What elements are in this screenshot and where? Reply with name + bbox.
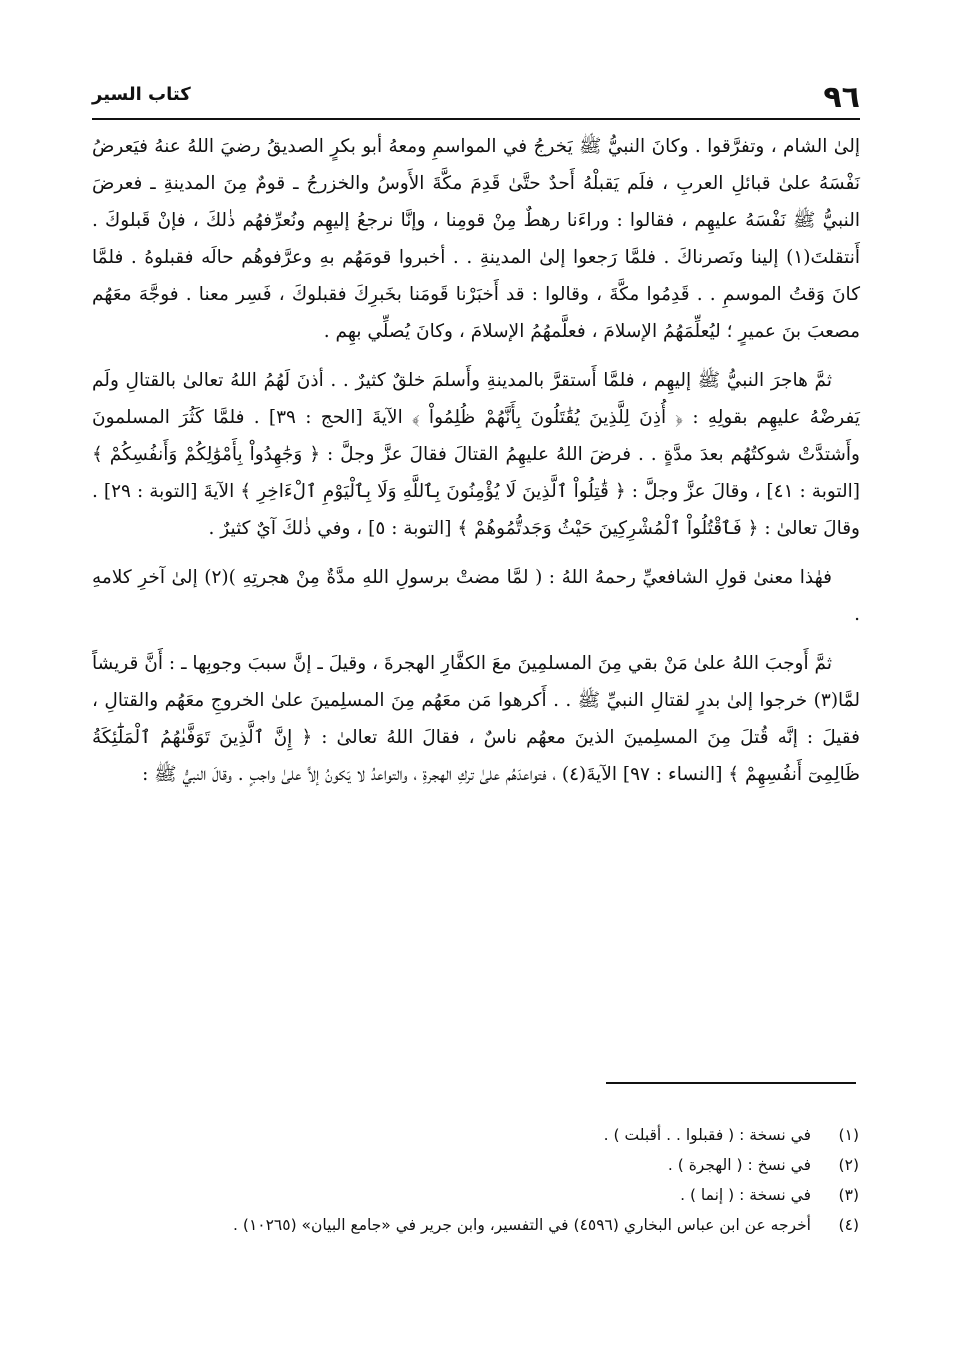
page-number: ٩٦ <box>823 80 860 115</box>
footnote-number: (١) <box>838 1126 859 1144</box>
footnote-text: أخرجه عن ابن عباس البخاري (٤٥٩٦) في التفسير، وابن جرير في «جامع البيان» (١٠٢٦٥) . <box>233 1216 811 1234</box>
footnote-number: (٢) <box>838 1156 859 1174</box>
footnote-separator <box>606 1082 856 1084</box>
page-header <box>92 78 860 120</box>
main-text <box>92 128 860 805</box>
footnote-item <box>99 1210 859 1240</box>
paragraph: ثمَّ هاجرَ النبيُّ ﷺ إليهِم ، فلمَّا أَستقرَّ بالمدينةِ وأَسلمَ خلقٌ كثيرٌ . . أذنَ لَهُمُ اللهُ تعالىٰ بالقتالِ ولَم يَفرضْهُ عليهِم بقولِهِ : ﴿ أُذِنَ لِلَّذِينَ يُقَٰتَلُونَ بِأَنَّهُمْ ظُلِمُواْ ﴾ الآيةَ [الحج : ٣٩] . فلمَّا كَثُرَ المسلمونَ وأَشتدَّتْ شوكتُهُم بعدَ مدَّةٍ . . فرضَ اللهُ عليهِمُ القتالَ فقالَ عزَّ وجلَّ : ﴿ وَجَٰهِدُواْ بِأَمْوَٰلِكُمْ وَأَنفُسِكُمْ ﴾ [التوبة : ٤١] ، وقالَ عزَّ وجلَّ : ﴿ قَٰتِلُواْ ٱلَّذِينَ لَا يُؤْمِنُونَ بِٱللَّهِ وَلَا بِٱلْيَوْمِ ٱلْءَاخِرِ ﴾ الآيةَ [التوبة : ٢٩] . وقالَ تعالىٰ : ﴿ فَٱقْتُلُواْ ٱلْمُشْرِكِينَ حَيْثُ وَجَدتُّمُوهُمْ ﴾ [التوبة : ٥] ، وفي ذٰلكَ آيٌ كثيرٌ . <box>92 370 860 539</box>
paragraph: ثمَّ أَوجبَ اللهُ علىٰ مَنْ بقي مِنَ المسلمِينَ معَ الكفَّارِ الهجرةَ ، وقيلَ ـ إنَّ سببَ وجوبِها ـ : أَنَّ قريشاً لمَّا(٣) خرجوا إلىٰ بدرٍ لقتالِ النبيِّ ﷺ . . أَكرهوا مَن معَهُم مِنَ المسلِمينَ علىٰ الخروجِ معَهُم والقتالِ ، فقيلَ : إنَّه قُتلَ مِنَ المسلِمينَ الذينَ معهُم ناسٌ ، فقالَ اللهُ تعالىٰ : ﴿ إِنَّ ٱلَّذِينَ تَوَفَّىٰهُمُ ٱلْمَلَٰٓئِكَةُ ظَالِمِىٓ أَنفُسِهِمْ ﴾ [النساء : ٩٧] الآيةَ(٤) ، فتواعدَهُم علىٰ تركِ الهجرةِ ، والتواعدُ لا يَكونُ إلاَّ علىٰ واجبٍ . وقالَ النبيُّ ﷺ : <box>92 653 860 785</box>
book-title: كتاب السير <box>92 84 191 105</box>
paragraph: فهٰذا معنىٰ قولِ الشافعيِّ رحمهُ اللهُ : ( لمَّا مضتْ برسولِ اللهِ مدَّةٌ مِنْ هجرتِهِ )(٢) إلىٰ آخرِ كلامهِ . <box>92 567 860 625</box>
paragraph: إلىٰ الشام ، وتفرَّقوا . وكانَ النبيُّ ﷺ يَخرجُ في المواسمِ ومعهُ أبو بكرٍ الصديقُ رضيَ اللهُ عنهُ فيَعرضُ نَفْسَهُ علىٰ قبائلِ العربِ ، فلَم يَقبلْهُ أَحدٌ حتَّىٰ قَدِمَ مكَّةَ الأَوسُ والخزرجُ ـ قومٌ مِنَ المدينةِ ـ فعرضَ النبيُّ ﷺ نَفْسَهُ عليهِم ، فقالوا : وراءَنا رهطٌ مِنْ قومِنا ، وإنَّا نرجعُ إليهِم ونُعرِّفهُم ذٰلكَ ، فإنْ قَبلوكَ . أَنتقلتَ(١) إلينا ونَصرناكَ . فلمَّا رَجعوا إلىٰ المدينةِ . . أخبروا قومَهُم بهِ وعرَّفوهُم حالَه فقبلوهُ . فلمَّا كانَ وَقتُ الموسمِ . . قَدِمُوا مكَّةَ ، وقالوا : قد أَخبَرْنا قَومَنا بخَبرِكَ فقبلوكَ ، فَسِر معنا . فوجَّهَ معَهُم مصعبَ بنَ عميرٍ ؛ ليُعلِّمَهُمُ الإسلامَ ، فعلَّمهُمُ الإسلامَ ، وكانَ يُصلِّي بهِم . <box>92 136 860 342</box>
footnote-text: في نسخ : ( الهجرة ) . <box>667 1156 811 1174</box>
footnote-text: في نسخة : ( فقبلوا . . أقبلت ) . <box>603 1126 811 1144</box>
footnote-number: (٤) <box>838 1216 859 1234</box>
footnotes <box>99 1120 859 1240</box>
footnote-item <box>99 1120 859 1150</box>
footnote-text: في نسخة : ( إنما ) . <box>680 1186 811 1204</box>
footnote-number: (٣) <box>838 1186 859 1204</box>
footnote-item <box>99 1180 859 1210</box>
footnote-item <box>99 1150 859 1180</box>
